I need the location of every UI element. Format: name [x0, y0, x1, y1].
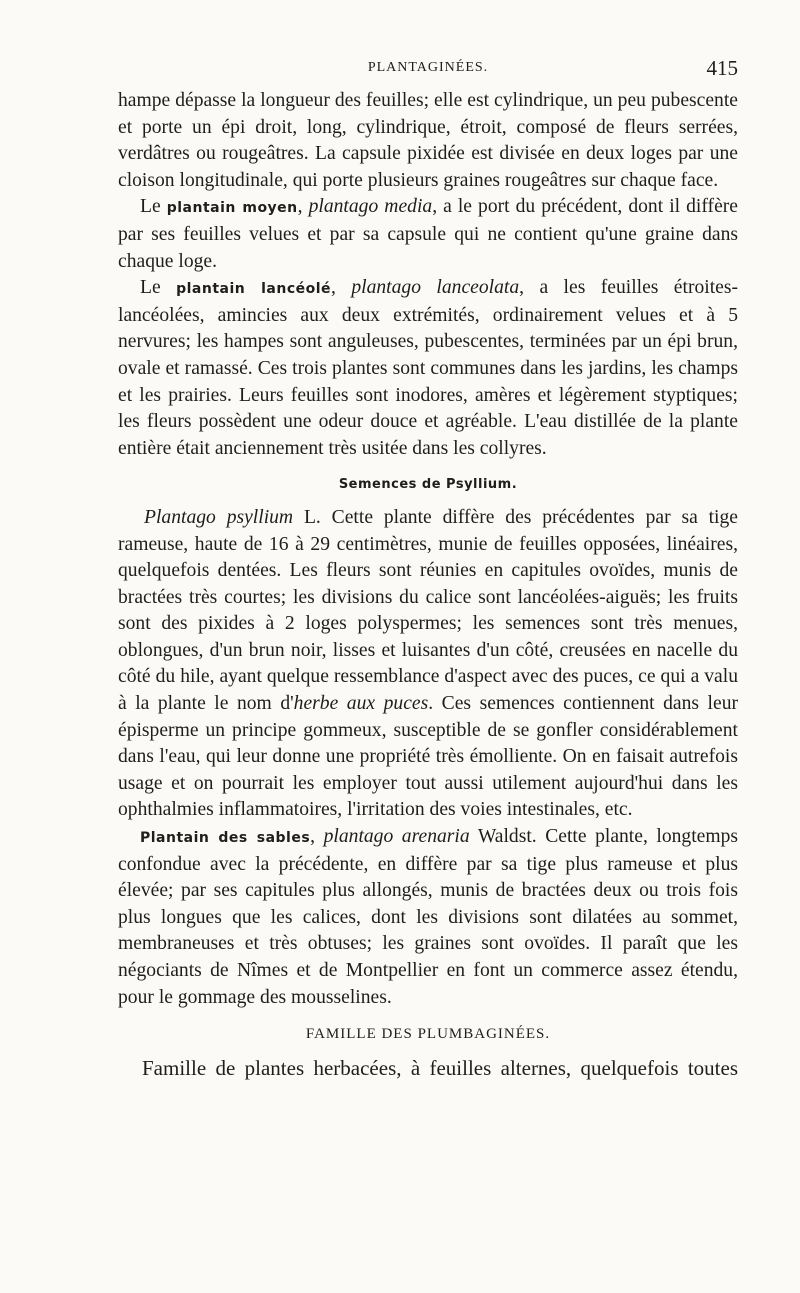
species-name: Plantain des sables	[140, 830, 311, 847]
italic-term: herbe aux puces	[293, 693, 429, 715]
lead-word: Le	[140, 277, 177, 299]
paragraph-hampe: hampe dépasse la longueur des feuilles; elle est cylindrique, un peu pubescente et porte un épi droit, long, cylindrique, étroit, composé de fleurs serrées, verdâtres ou rougeâtres. La capsule pixidée est divisée en deux loges par une cloison longitudinale, qui porte plusieurs graines rougeâtres sur chaque face.	[118, 90, 738, 191]
section-heading: FAMILLE DES PLUMBAGINÉES.	[305, 1026, 551, 1043]
paragraph-text-b: . Ces semences contiennent dans leur épisperme un principe gommeux, susceptible de se gonfler considérablement dans l'eau, qui leur donne une propriété très émolliente. On en faisait autrefois usage et on pourrait les employer tout aussi utilement aujourd'hui dans les ophthalmies inflammatoires, l'irritation des voies intestinales, etc.	[118, 693, 739, 821]
latin-name: Plantago psyllium	[144, 506, 294, 528]
species-name: plantain lancéolé	[176, 281, 332, 298]
paragraph-text: , a les feuilles étroites-lancéolées, amincies aux deux extrémités, ordinairement velues et à 5 nervures; les hampes sont anguleuses, pubescentes, terminées par un épi brun, ovale et ramassé. Ces trois plantes sont communes dans les jardins, les champs et les prairies. Leurs feuilles sont inodores, amères et légèrement styptiques; les fleurs possèdent une odeur douce et agréable. L'eau distillée de la plante entière était anciennement très usitée dans les collyres.	[118, 277, 739, 459]
subheading-psyllium	[118, 470, 738, 499]
latin-name: plantago media	[308, 196, 433, 218]
paragraph-plumbaginees: Famille de plantes herbacées, à feuilles alternes, quelquefois toutes	[142, 1055, 738, 1080]
paragraph-plantain-moyen	[118, 194, 738, 275]
separator: ,	[297, 196, 309, 218]
separator: ,	[310, 826, 324, 848]
lead-word: Le	[140, 196, 167, 218]
species-name: plantain moyen	[166, 200, 298, 217]
paragraph-plantain-lanceole	[118, 275, 738, 462]
latin-name: plantago arenaria	[323, 826, 470, 848]
paragraph-text: , a le port du précédent, dont il diffère par ses feuilles velues et par sa capsule qui ne contient qu'une graine dans chaque loge.	[118, 196, 738, 272]
running-title: PLANTAGINÉES.	[367, 60, 489, 75]
body-text	[118, 88, 738, 1082]
paragraph-psyllium	[118, 505, 738, 824]
subheading-text: Semences de Psyllium.	[338, 477, 518, 493]
paragraph-text-a: L. Cette plante diffère des précédentes par sa tige rameuse, haute de 16 à 29 centimètres, munie de feuilles opposées, linéaires, quelquefois dentées. Les fleurs sont réunies en capitules ovoïdes, munis de bractées très courtes; les divisions du calice sont lancéolées-aiguës; les fruits sont des pixides à 2 loges polyspermes; les semences sont très menues, oblongues, d'un brun noir, lisses et luisantes d'un côté, creusées en nacelle du côté du hile, ayant quelque ressemblance d'aspect avec des puces, ce qui a valu à la plante le nom d'	[118, 506, 738, 715]
paragraph-text: Waldst. Cette plante, longtemps confondue avec la précédente, en diffère par sa tige plus rameuse et plus élevée; par ses capitules plus allongés, munis de bractées deux ou trois fois plus longues que les calices, dont les divisions sont dilatées au sommet, membraneuses et très obtuses; les graines sont ovoïdes. Il paraît que les négociants de Nîmes et de Montpellier en font un commerce assez étendu, pour le gommage des mousselines.	[118, 826, 739, 1008]
page-number: 415	[706, 56, 738, 80]
running-header	[118, 56, 738, 86]
separator: ,	[331, 277, 352, 299]
paragraph-plantain-sables	[118, 824, 738, 1011]
latin-name: plantago lanceolata	[351, 277, 520, 299]
